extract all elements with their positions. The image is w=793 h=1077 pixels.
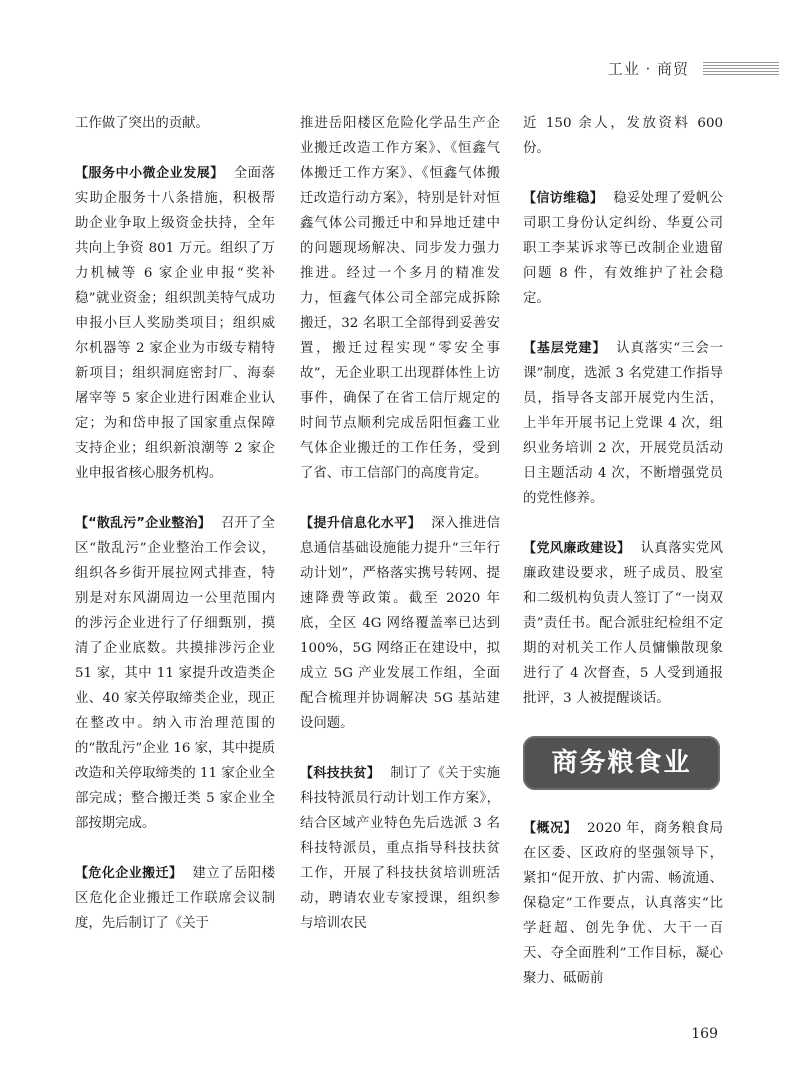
paragraph-heading: 【危化企业搬迁】 — [75, 866, 183, 881]
paragraph — [300, 111, 500, 486]
paragraph-heading: 【“散乱污”企业整治】 — [75, 516, 211, 531]
paragraph-heading: 【党风廉政建设】 — [523, 541, 631, 556]
paragraph-heading: 【提升信息化水平】 — [300, 516, 422, 531]
paragraph-heading: 【基层党建】 — [523, 341, 607, 356]
paragraph — [523, 186, 723, 311]
paragraph-heading: 【服务中小微企业发展】 — [75, 166, 224, 181]
paragraph — [523, 536, 723, 711]
page-number: 169 — [691, 1026, 718, 1042]
paragraph-text: 全面落实助企服务十八条措施，积极帮助企业争取上级资金扶持，全年共向上争资 801 万元。组织了万力机械等 6 家企业申报“奖补稳”就业资金；组织凯美特气成功申报小巨人奖励类项目；组织威尔机器等 2 家企业为市级专精特新项目；组织洞庭密封厂、海泰屠宰等 5 家企业进行困难企业认定；为和岱申报了国家重点保障支持企业；组织新浪潮等 2 家企业申报省核心服务机构。 — [75, 166, 275, 481]
paragraph — [523, 816, 723, 991]
paragraph — [75, 111, 275, 136]
section-title-banner: 商务粮食业 — [523, 736, 720, 790]
paragraph — [75, 161, 275, 486]
paragraph-text: 稳妥处理了爱帆公司职工身份认定纠纷、华夏公司职工李某诉求等已改制企业遗留问题 8 件，有效维护了社会稳定。 — [523, 191, 723, 306]
paragraph-text: 召开了全区“散乱污”企业整治工作会议，组织各乡街开展拉网式排查，特别是对东风湖周边一公里范围内的涉污企业进行了仔细甄别，摸清了企业底数。共摸排涉污企业 51 家，其中 11 家提升改造类企业、40 家关停取缔类企业，现正在整改中。纳入市治理范围的的“散乱污”企业 16 家，其中提质改造和关停取缔类的 11 家企业全部完成；整合搬迁类 5 家企业全部按期完成。 — [75, 516, 276, 831]
paragraph-text: 制订了《关于实施科技特派员行动计划工作方案》，结合区域产业特色先后选派 3 名科技特派员，重点指导科技扶贫工作，开展了科技扶贫培训班活动，聘请农业专家授课，组织参与培训农民 — [300, 766, 500, 931]
column-3 — [523, 111, 723, 1016]
paragraph-text: 认真落实“三会一课”制度，选派 3 名党建工作指导员，指导各支部开展党内生活，上半年开展书记上党课 4 次，组织业务培训 2 次，开展党员活动日主题活动 4 次，不断增强党员的党性修养。 — [523, 341, 723, 506]
paragraph — [523, 111, 723, 161]
header-decoration — [703, 62, 779, 76]
column-2 — [300, 111, 500, 961]
paragraph-text: 近 150 余人，发放资料 600 份。 — [523, 116, 723, 156]
column-1 — [75, 111, 275, 961]
paragraph-heading: 【信访维稳】 — [523, 191, 604, 206]
paragraph — [300, 761, 500, 936]
paragraph — [300, 511, 500, 736]
paragraph — [75, 861, 275, 936]
paragraph-text: 认真落实党风廉政建设要求，班子成员、股室和二级机构负责人签订了“一岗双责”责任书。配合派驻纪检组不定期的对机关工作人员慵懒散现象进行了 4 次督查，5 人受到通报批评，3 人被提醒谈话。 — [523, 541, 723, 706]
paragraph-heading: 【科技扶贫】 — [300, 766, 381, 781]
header-section-title: 工业 · 商贸 — [607, 60, 689, 78]
paragraph-text: 推进岳阳楼区危险化学品生产企业搬迁改造工作方案》、《恒鑫气体搬迁工作方案》、《恒鑫气体搬迁改造行动方案》，特别是针对恒鑫气体公司搬迁中和异地迁建中的问题现场解决、同步发力强力推进。经过一个多月的精准发力，恒鑫气体公司全部完成拆除搬迁，32 名职工全部得到妥善安置，搬迁过程实现“零安全事故”，无企业职工出现群体性上访事件，确保了在省工信厅规定的时间节点顺利完成岳阳恒鑫工业气体企业搬迁的工作任务，受到了省、市工信部门的高度肯定。 — [300, 116, 500, 481]
paragraph — [75, 511, 275, 836]
paragraph — [523, 336, 723, 511]
paragraph-text: 建立了岳阳楼区危化企业搬迁工作联席会议制度，先后制订了《关于 — [75, 866, 275, 931]
paragraph-text: 深入推进信息通信基础设施能力提升“三年行动计划”，严格落实携号转网、提速降费等政策。截至 2020 年底，全区 4G 网络覆盖率已达到 100%，5G 网络正在建设中，拟成立 5G 产业发展工作组，全面配合梳理并协调解决 5G 基站建设问题。 — [300, 516, 500, 731]
paragraph-text: 工作做了突出的贡献。 — [75, 116, 209, 131]
paragraph-text: 2020 年，商务粮食局在区委、区政府的坚强领导下，紧扣“促开放、扩内需、畅流通、保稳定”工作要点，认真落实“比学赶超、创先争优、大干一百天、夺全面胜利”工作目标，凝心聚力、砥砺前 — [523, 821, 723, 986]
paragraph-heading: 【概况】 — [523, 821, 578, 836]
